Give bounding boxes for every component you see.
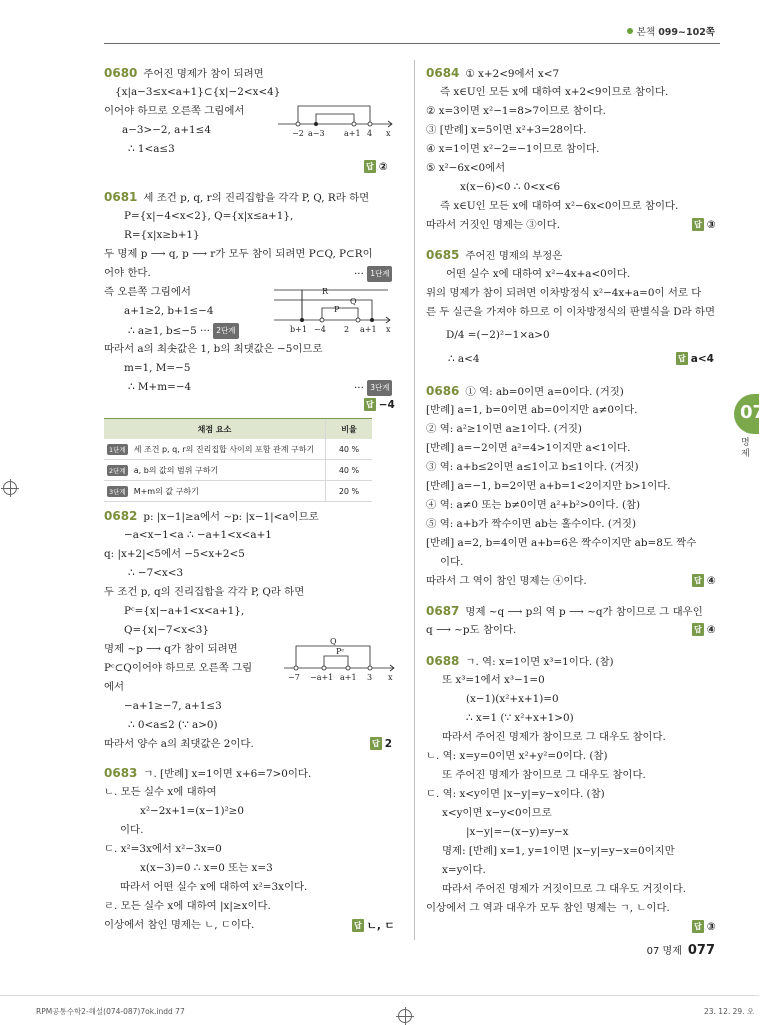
print-date: 23. 12. 29. 오: [704, 1007, 755, 1016]
problem-0688-line-8: x<y이면 x−y<0이므로: [442, 807, 552, 819]
problem-0680-line-3: a−3>−2, a+1≤4: [122, 124, 211, 136]
page-footer: 07 명제 077: [646, 943, 715, 958]
tick-label: −2: [292, 129, 304, 138]
page-reference: 본책 099~102쪽: [627, 24, 715, 38]
problem-0681-line-6: a+1≥2, b+1≤−4: [124, 305, 214, 317]
problem-0682-line-10: −a+1≥−7, a+1≤3: [124, 700, 222, 712]
problem-0687-line-1: q ⟶ ~p도 참이다.: [426, 624, 517, 636]
problem-0684-line-0: 0684 ① x+2<9에서 x<7: [426, 66, 560, 80]
answer-0683: 답 ㄴ, ㄷ: [354, 920, 395, 932]
problem-0682-line-11: ∴ 0<a≤2 (∵ a>0): [128, 719, 218, 731]
problem-0683-line-8: 이상에서 참인 명제는 ㄴ, ㄷ이다.: [104, 919, 255, 931]
stage-3-marker: ··· 3단계: [354, 380, 392, 396]
tick-label: 3: [367, 673, 373, 682]
problem-0684-line-7: 즉 x∈U인 모든 x에 대하여 x²−6x<0이므로 참이다.: [440, 200, 679, 212]
problem-0686-line-9: 이다.: [440, 556, 464, 568]
answer-0681: 답 −4: [366, 399, 395, 411]
problem-0684-line-8: 따라서 거짓인 명제는 ③이다.: [426, 219, 561, 231]
problem-0682-line-6: Q={x|−7<x<3}: [124, 624, 210, 636]
problem-0683-line-2: x²−2x+1=(x−1)²≥0: [140, 805, 244, 817]
column-divider: [414, 60, 415, 940]
number-line-0682: [282, 637, 400, 686]
problem-0688-line-1: 또 x³=1에서 x³−1=0: [442, 674, 545, 686]
problem-0682-line-1: −a<x−1<a ∴ −a+1<x<a+1: [124, 529, 272, 541]
answer-0685: 답 a<4: [678, 353, 714, 365]
tick-label: a+1: [360, 325, 377, 334]
problem-0688-line-11: x=y이다.: [442, 864, 486, 876]
problem-0685-line-2: 위의 명제가 참이 되려면 이차방정식 x²−4x+a=0이 서로 다: [426, 287, 702, 299]
problem-0688-line-6: 또 주어진 명제가 참이므로 그 대우도 참이다.: [442, 769, 646, 781]
problem-0686-line-6: ④ 역: a≠0 또는 b≠0이면 a²+b²>0이다. (참): [426, 499, 641, 511]
problem-0683-line-1: ㄴ. 모든 실수 x에 대하여: [104, 786, 217, 798]
tick-label: a+1: [344, 129, 361, 138]
problem-0682-line-2: q: |x+2|<5에서 −5<x+2<5: [104, 548, 245, 560]
problem-0688-line-12: 따라서 주어진 명제가 거짓이므로 그 대우도 거짓이다.: [442, 883, 686, 895]
tick-label: −7: [288, 673, 300, 682]
problem-0682-line-3: ∴ −7<x<3: [128, 567, 184, 579]
table-row: 1단계 세 조건 p, q, r의 진리집합 사이의 포함 관계 구하기 40 %: [104, 439, 372, 460]
trim-line: [0, 995, 759, 996]
problem-0682-line-4: 두 조건 p, q의 진리집합을 각각 P, Q라 하면: [104, 586, 305, 598]
problem-0681-line-10: ∴ M+m=−4: [128, 381, 192, 393]
problem-0688-line-3: ∴ x=1 (∵ x²+x+1>0): [466, 712, 574, 724]
answer-0682: 답 2: [372, 738, 393, 750]
problem-0683-line-7: ㄹ. 모든 실수 x에 대하여 |x|≥x이다.: [104, 900, 271, 912]
set-label-Pc: Pᶜ: [336, 647, 345, 656]
problem-0685-line-1: 어떤 실수 x에 대하여 x²−4x+a<0이다.: [446, 268, 631, 280]
number-line-0680: [276, 96, 400, 142]
problem-0683-line-3: 이다.: [120, 824, 144, 836]
number-line-0681: [272, 280, 398, 338]
problem-0688-line-4: 따라서 주어진 명제가 참이므로 그 대우도 참이다.: [442, 731, 666, 743]
answer-0680: 답 ②: [366, 161, 388, 173]
problem-0688-line-0: 0688 ㄱ. 역: x=1이면 x³=1이다. (참): [426, 654, 614, 668]
problem-0681-line-5: 즉 오른쪽 그림에서: [104, 286, 191, 298]
tick-label: −4: [314, 325, 326, 334]
problem-0682-line-5: Pᶜ={x|−a+1<x<a+1},: [124, 605, 245, 617]
problem-0682-line-7: 명제 ~p ⟶ q가 참이 되려면: [104, 643, 238, 655]
problem-0683-line-0: 0683 ㄱ. [반례] x=1이면 x+6=7>0이다.: [104, 766, 312, 780]
set-label-Q: Q: [350, 297, 357, 306]
problem-0681-line-1: P={x|−4<x<2}, Q={x|x≤a+1},: [124, 210, 294, 222]
problem-0682-line-9: 에서: [104, 681, 125, 693]
problem-0686-line-0: 0686 ① 역: ab=0이면 a=0이다. (거짓): [426, 384, 624, 398]
problem-0681-line-2: R={x|x≥b+1}: [124, 229, 200, 241]
table-row: 3단계 M+m의 값 구하기 20 %: [104, 481, 372, 502]
problem-0681-line-4: 어야 한다.: [104, 267, 151, 279]
axis-label: x: [386, 129, 391, 138]
file-slug: RPM공통수학2-해설(074-087)7ok.indd 77: [36, 1007, 185, 1016]
problem-0685-line-0: 0685 주어진 명제의 부정은: [426, 248, 563, 262]
answer-0687: 답 ④: [694, 624, 716, 636]
chapter-tab: 07: [734, 394, 759, 434]
bullet-icon: [627, 28, 633, 34]
set-label-Q: Q: [330, 637, 337, 646]
problem-0681-line-3: 두 명제 p ⟶ q, p ⟶ r가 모두 참이 되려면 P⊂Q, P⊂R이: [104, 248, 373, 260]
problem-0682-line-0: 0682 p: |x−1|≥a에서 ~p: |x−1|<a이므로: [104, 509, 319, 523]
tick-label: a−3: [308, 129, 325, 138]
problem-0684-line-5: ⑤ x²−6x<0에서: [426, 162, 506, 174]
problem-0686-line-2: ② 역: a²≥1이면 a≥1이다. (거짓): [426, 423, 582, 435]
registration-mark-icon: [398, 1009, 412, 1023]
problem-0684-line-2: ② x=3이면 x²−1=8>7이므로 참이다.: [426, 105, 606, 117]
tick-label: b+1: [290, 325, 307, 334]
tick-label: a+1: [340, 673, 357, 682]
header-rule: [104, 43, 720, 44]
problem-0688-line-9: |x−y|=−(x−y)=y−x: [466, 826, 569, 838]
problem-0680-line-2: 이어야 하므로 오른쪽 그림에서: [104, 105, 245, 117]
axis-label: x: [388, 673, 393, 682]
problem-0681-line-0: 0681 세 조건 p, q, r의 진리집합을 각각 P, Q, R라 하면: [104, 190, 370, 204]
problem-0684-line-3: ③ [반례] x=5이면 x²+3=28이다.: [426, 124, 587, 136]
tick-label: 4: [367, 129, 373, 138]
problem-0681-line-8: 따라서 a의 최솟값은 1, b의 최댓값은 −5이므로: [104, 343, 323, 355]
problem-0682-line-8: Pᶜ⊂Q이어야 하므로 오른쪽 그림: [104, 662, 253, 674]
problem-0686-line-10: 따라서 그 역이 참인 명제는 ④이다.: [426, 575, 587, 587]
problem-0688-line-10: 명제: [반례] x=1, y=1이면 |x−y|=y−x=0이지만: [442, 845, 675, 857]
problem-0687-line-0: 0687 명제 ~q ⟶ p의 역 p ⟶ ~q가 참이므로 그 대우인: [426, 604, 703, 618]
answer-0686: 답 ④: [694, 575, 716, 587]
problem-0686-line-5: [반례] a=−1, b=2이면 a+b=1<2이지만 b>1이다.: [426, 480, 671, 492]
set-label-R: R: [322, 287, 329, 296]
problem-0683-line-4: ㄷ. x²=3x에서 x²−3x=0: [104, 843, 222, 855]
table-row: 2단계 a, b의 값의 범위 구하기 40 %: [104, 460, 372, 481]
problem-0684-line-6: x(x−6)<0 ∴ 0<x<6: [460, 181, 561, 193]
tick-label: 2: [344, 325, 350, 334]
problem-0688-line-7: ㄷ. 역: x<y이면 |x−y|=y−x이다. (참): [426, 788, 605, 800]
tick-label: −a+1: [310, 673, 334, 682]
problem-0685-line-3: 른 두 실근을 가져야 하므로 이 이차방정식의 판별식을 D라 하면: [426, 306, 715, 318]
problem-0683-line-6: 따라서 어떤 실수 x에 대하여 x²=3x이다.: [120, 881, 308, 893]
problem-0684-line-4: ④ x=1이면 x²−2=−1이므로 참이다.: [426, 143, 600, 155]
problem-0685-line-5: ∴ a<4: [448, 353, 480, 365]
problem-0688-line-2: (x−1)(x²+x+1)=0: [466, 693, 559, 705]
problem-0686-line-3: [반례] a=−2이면 a²=4>1이지만 a<1이다.: [426, 442, 631, 454]
problem-0680-line-1: {x|a−3≤x<a+1}⊂{x|−2<x<4}: [115, 86, 281, 98]
problem-0680-line-4: ∴ 1<a≤3: [128, 143, 175, 155]
registration-mark-icon: [3, 481, 17, 495]
problem-0686-line-1: [반례] a=1, b=0이면 ab=0이지만 a≠0이다.: [426, 404, 638, 416]
problem-0682-line-12: 따라서 양수 a의 최댓값은 2이다.: [104, 738, 254, 750]
problem-0686-line-4: ③ 역: a+b≤2이면 a≤1이고 b≤1이다. (거짓): [426, 461, 639, 473]
grading-table: 채점 요소 비율 1단계 세 조건 p, q, r의 진리집합 사이의 포함 관계 구하기 40 % 2단계 a, b의 값의 범위 구하기 40 % 3단계 M+m의 값 구하기 20 %: [104, 418, 372, 502]
problem-0686-line-7: ⑤ 역: a+b가 짝수이면 ab는 홀수이다. (거짓): [426, 518, 637, 530]
stage-1-marker: ··· 1단계: [354, 266, 392, 282]
set-label-P: P: [334, 305, 340, 314]
problem-0683-line-5: x(x−3)=0 ∴ x=0 또는 x=3: [140, 862, 273, 874]
problem-0686-line-8: [반례] a=2, b=4이면 a+b=6은 짝수이지만 ab=8도 짝수: [426, 537, 697, 549]
problem-0688-line-5: ㄴ. 역: x=y=0이면 x²+y²=0이다. (참): [426, 750, 608, 762]
problem-0681-line-7: ∴ a≥1, b≤−5 ··· 2단계: [128, 323, 239, 339]
problem-0688-line-13: 이상에서 그 역과 대우가 모두 참인 명제는 ㄱ, ㄴ이다.: [426, 902, 670, 914]
answer-0688: 답 ③: [694, 921, 716, 933]
problem-0684-line-1: 즉 x∈U인 모든 x에 대하여 x+2<9이므로 참이다.: [440, 86, 669, 98]
axis-label: x: [386, 325, 391, 334]
answer-0684: 답 ③: [694, 219, 716, 231]
problem-0685-line-4: D/4 =(−2)²−1×a>0: [446, 329, 550, 341]
problem-0681-line-9: m=1, M=−5: [124, 362, 191, 374]
chapter-side-label: 명제: [741, 438, 750, 459]
problem-0680-line-0: 0680 주어진 명제가 참이 되려면: [104, 66, 264, 80]
